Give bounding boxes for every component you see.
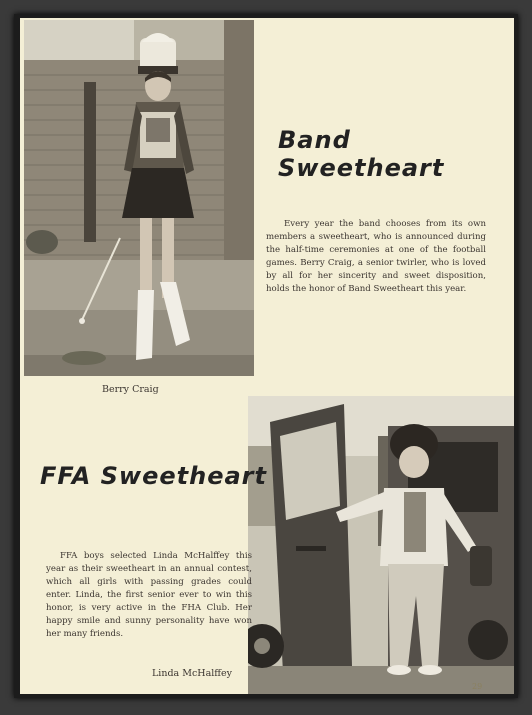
band-sweetheart-photo xyxy=(24,20,254,376)
ffa-sweetheart-caption: Linda McHalffey xyxy=(152,668,233,679)
page-number: 29 xyxy=(472,682,483,691)
band-sweetheart-description: Every year the band chooses from its own members a sweetheart, who is announced during the half-time ceremonies at one of the football games. Berry Craig, a senior twirler, who is loved by all for her sincerity and sweet disposition, holds the honor of Band Sweetheart this year. xyxy=(266,219,486,294)
ffa-sweetheart-title: FFA Sweetheart xyxy=(40,462,267,490)
band-sweetheart-caption: Berry Craig xyxy=(102,384,159,395)
yearbook-page xyxy=(20,18,514,694)
ffa-sweetheart-description: FFA boys selected Linda McHalffey this year as their sweetheart in an annual contest, which all girls with passing grades could enter. Linda, the first senior ever to win this honor, is very active in the FHA Club. Her happy smile and sunny personality have won her many friends. xyxy=(46,551,252,639)
ffa-sweetheart-photo xyxy=(248,396,514,694)
band-sweetheart-title: Band Sweetheart xyxy=(278,126,445,182)
